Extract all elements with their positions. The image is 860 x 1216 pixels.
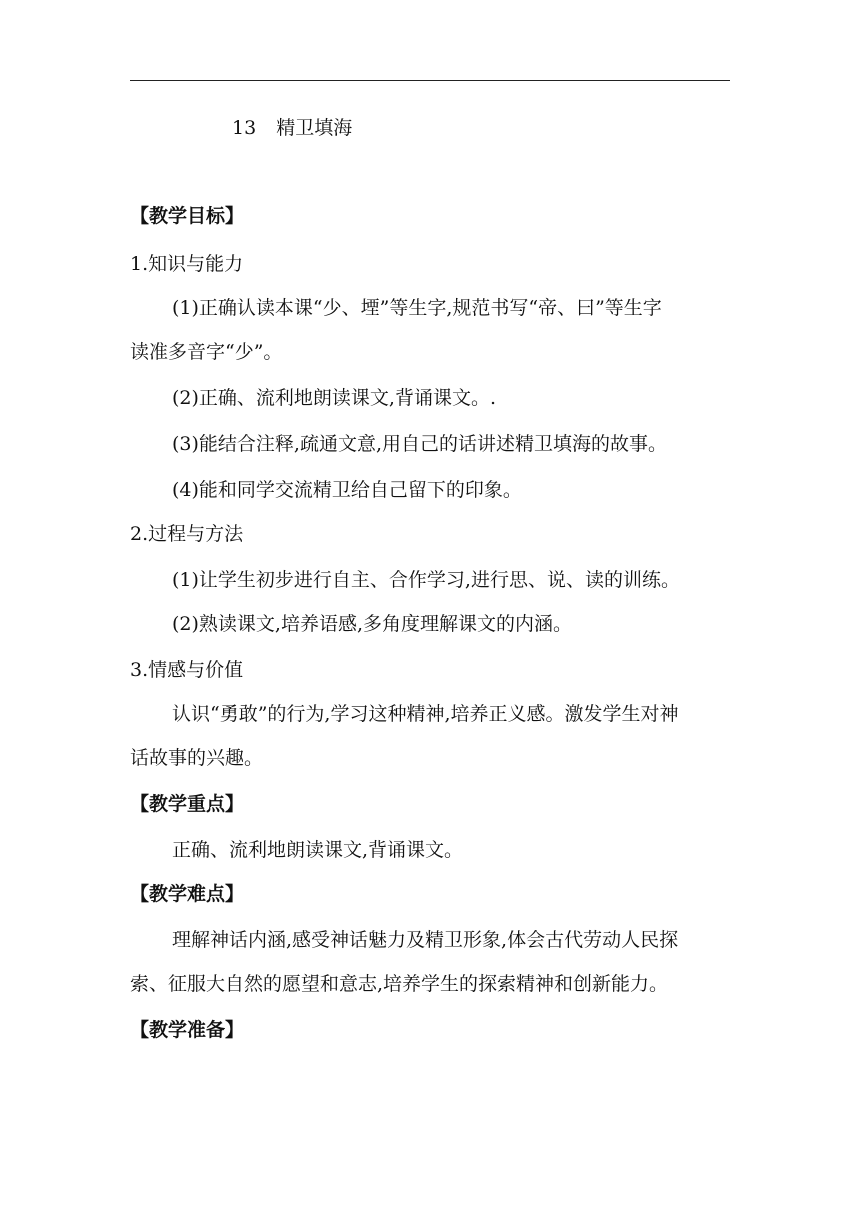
lesson-title-text: 精卫填海 <box>276 117 353 139</box>
lesson-number: 13 <box>232 117 257 139</box>
header-rule <box>130 80 730 81</box>
process-item: (1)让学生初步进行自主、合作学习,进行思、说、读的训练。 <box>172 569 680 591</box>
knowledge-heading: 1.知识与能力 <box>130 253 244 275</box>
knowledge-item: (4)能和同学交流精卫给自己留下的印象。 <box>172 479 522 501</box>
difficulty-line: 理解神话内涵,感受神话魅力及精卫形象,体会古代劳动人民探 <box>172 929 679 951</box>
emotion-line: 认识“勇敢”的行为,学习这种精神,培养正义感。激发学生对神 <box>172 703 679 725</box>
emotion-line: 话故事的兴趣。 <box>130 747 264 769</box>
objectives-heading: 【教学目标】 <box>130 205 245 227</box>
lesson-title <box>232 116 352 140</box>
knowledge-item: (2)正确、流利地朗读课文,背诵课文。. <box>172 387 496 409</box>
process-item: (2)熟读课文,培养语感,多角度理解课文的内涵。 <box>172 613 572 635</box>
emotion-heading: 3.情感与价值 <box>130 659 244 681</box>
key-text: 正确、流利地朗读课文,背诵课文。 <box>172 839 464 861</box>
knowledge-item: (3)能结合注释,疏通文意,用自己的话讲述精卫填海的故事。 <box>172 433 667 455</box>
process-heading: 2.过程与方法 <box>130 523 244 545</box>
difficulty-line: 索、征服大自然的愿望和意志,培养学生的探索精神和创新能力。 <box>130 973 669 995</box>
knowledge-item: (1)正确认读本课“少、堙”等生字,规范书写“帝、曰”等生字 <box>172 297 662 319</box>
prep-heading: 【教学准备】 <box>130 1019 245 1041</box>
key-heading: 【教学重点】 <box>130 793 245 815</box>
knowledge-item: 读准多音字“少”。 <box>130 341 283 363</box>
difficulty-heading: 【教学难点】 <box>130 883 245 905</box>
